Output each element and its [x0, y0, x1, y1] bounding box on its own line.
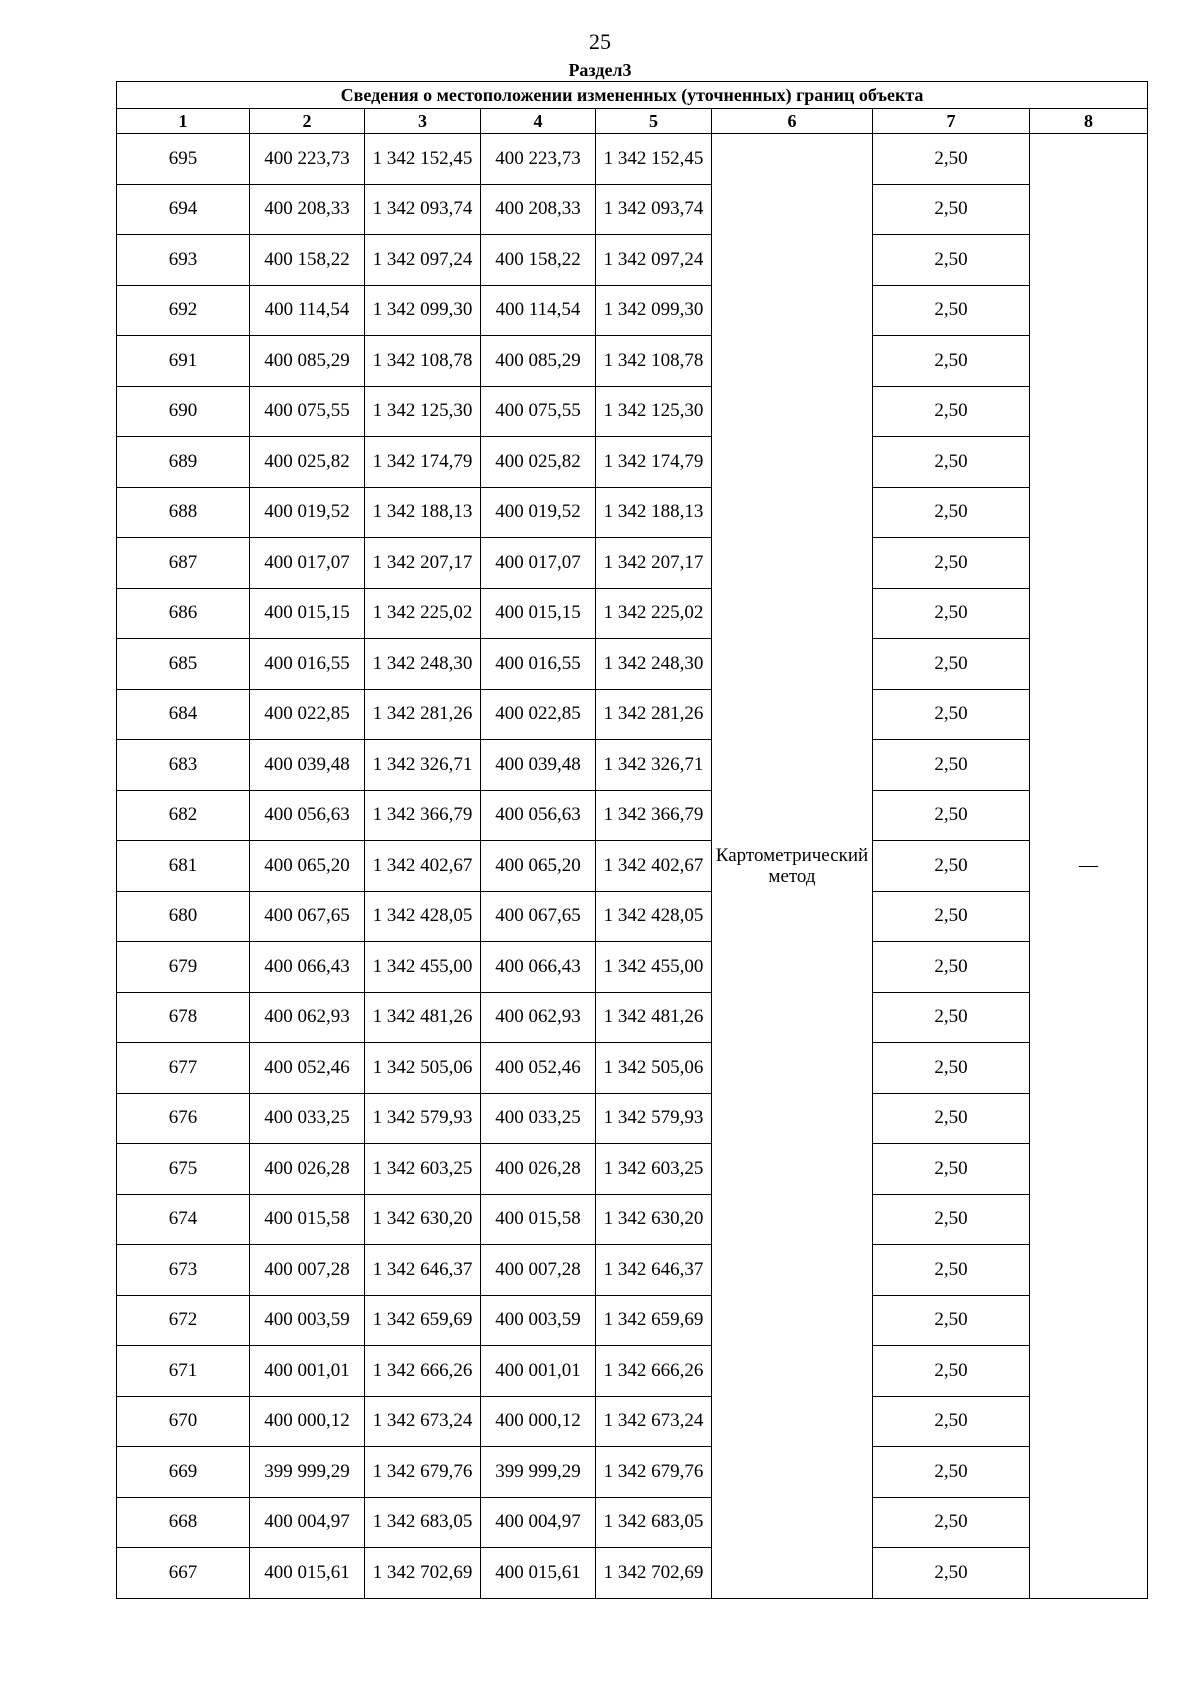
x-new-cell: 400 003,59 [481, 1295, 596, 1346]
y-new-cell: 1 342 188,13 [596, 487, 712, 538]
x-old-cell: 400 019,52 [250, 487, 365, 538]
accuracy-cell: 2,50 [873, 942, 1030, 993]
table-row [117, 1295, 1148, 1346]
x-old-cell: 400 085,29 [250, 336, 365, 387]
table-row [117, 336, 1148, 387]
x-new-cell: 400 015,58 [481, 1194, 596, 1245]
table-row [117, 386, 1148, 437]
y-new-cell: 1 342 125,30 [596, 386, 712, 437]
x-new-cell: 400 001,01 [481, 1346, 596, 1397]
y-old-cell: 1 342 659,69 [365, 1295, 481, 1346]
x-old-cell: 400 000,12 [250, 1396, 365, 1447]
page-number: 25 [589, 29, 611, 54]
y-old-cell: 1 342 646,37 [365, 1245, 481, 1296]
x-new-cell: 400 007,28 [481, 1245, 596, 1296]
y-old-cell: 1 342 174,79 [365, 437, 481, 488]
table-row [117, 1447, 1148, 1498]
accuracy-cell: 2,50 [873, 336, 1030, 387]
y-old-cell: 1 342 093,74 [365, 184, 481, 235]
x-new-cell: 400 004,97 [481, 1497, 596, 1548]
point-number-cell: 667 [117, 1548, 250, 1599]
y-new-cell: 1 342 603,25 [596, 1144, 712, 1195]
method-cell: Картометрический метод [712, 134, 873, 1599]
x-old-cell: 400 007,28 [250, 1245, 365, 1296]
table-title: Сведения о местоположении измененных (уточненных) границ объекта [117, 82, 1148, 109]
y-old-cell: 1 342 679,76 [365, 1447, 481, 1498]
x-new-cell: 400 062,93 [481, 992, 596, 1043]
x-new-cell: 400 066,43 [481, 942, 596, 993]
x-old-cell: 400 067,65 [250, 891, 365, 942]
y-new-cell: 1 342 108,78 [596, 336, 712, 387]
column-number: 5 [596, 109, 712, 134]
accuracy-cell: 2,50 [873, 1295, 1030, 1346]
x-new-cell: 400 019,52 [481, 487, 596, 538]
point-number-cell: 676 [117, 1093, 250, 1144]
point-number-cell: 674 [117, 1194, 250, 1245]
y-new-cell: 1 342 326,71 [596, 740, 712, 791]
x-old-cell: 400 001,01 [250, 1346, 365, 1397]
x-new-cell: 400 065,20 [481, 841, 596, 892]
y-old-cell: 1 342 630,20 [365, 1194, 481, 1245]
x-old-cell: 400 062,93 [250, 992, 365, 1043]
y-new-cell: 1 342 093,74 [596, 184, 712, 235]
x-old-cell: 400 025,82 [250, 437, 365, 488]
accuracy-cell: 2,50 [873, 437, 1030, 488]
x-new-cell: 400 085,29 [481, 336, 596, 387]
x-new-cell: 400 017,07 [481, 538, 596, 589]
point-number-cell: 693 [117, 235, 250, 286]
x-old-cell: 400 015,61 [250, 1548, 365, 1599]
point-number-cell: 669 [117, 1447, 250, 1498]
accuracy-cell: 2,50 [873, 1194, 1030, 1245]
accuracy-cell: 2,50 [873, 588, 1030, 639]
y-new-cell: 1 342 152,45 [596, 134, 712, 185]
x-old-cell: 400 017,07 [250, 538, 365, 589]
x-old-cell: 400 033,25 [250, 1093, 365, 1144]
accuracy-cell: 2,50 [873, 134, 1030, 185]
x-old-cell: 400 052,46 [250, 1043, 365, 1094]
y-old-cell: 1 342 099,30 [365, 285, 481, 336]
point-number-cell: 686 [117, 588, 250, 639]
point-number-cell: 673 [117, 1245, 250, 1296]
y-new-cell: 1 342 097,24 [596, 235, 712, 286]
y-old-cell: 1 342 248,30 [365, 639, 481, 690]
table-row [117, 1144, 1148, 1195]
column-number: 1 [117, 109, 250, 134]
point-number-cell: 671 [117, 1346, 250, 1397]
accuracy-cell: 2,50 [873, 1144, 1030, 1195]
accuracy-cell: 2,50 [873, 1548, 1030, 1599]
point-number-cell: 670 [117, 1396, 250, 1447]
x-old-cell: 400 015,15 [250, 588, 365, 639]
accuracy-cell: 2,50 [873, 1447, 1030, 1498]
x-new-cell: 400 016,55 [481, 639, 596, 690]
y-new-cell: 1 342 646,37 [596, 1245, 712, 1296]
y-old-cell: 1 342 455,00 [365, 942, 481, 993]
x-new-cell: 399 999,29 [481, 1447, 596, 1498]
table-row [117, 790, 1148, 841]
accuracy-cell: 2,50 [873, 639, 1030, 690]
point-number-cell: 675 [117, 1144, 250, 1195]
y-new-cell: 1 342 666,26 [596, 1346, 712, 1397]
table-row [117, 689, 1148, 740]
point-number-cell: 678 [117, 992, 250, 1043]
point-number-cell: 668 [117, 1497, 250, 1548]
accuracy-cell: 2,50 [873, 235, 1030, 286]
point-number-cell: 677 [117, 1043, 250, 1094]
point-number-cell: 690 [117, 386, 250, 437]
x-new-cell: 400 075,55 [481, 386, 596, 437]
point-number-cell: 685 [117, 639, 250, 690]
x-new-cell: 400 033,25 [481, 1093, 596, 1144]
x-new-cell: 400 025,82 [481, 437, 596, 488]
x-new-cell: 400 056,63 [481, 790, 596, 841]
column-number-row [117, 109, 1148, 134]
y-new-cell: 1 342 366,79 [596, 790, 712, 841]
table-row [117, 1194, 1148, 1245]
column-number: 2 [250, 109, 365, 134]
y-new-cell: 1 342 659,69 [596, 1295, 712, 1346]
y-old-cell: 1 342 366,79 [365, 790, 481, 841]
accuracy-cell: 2,50 [873, 1396, 1030, 1447]
x-old-cell: 400 039,48 [250, 740, 365, 791]
y-old-cell: 1 342 402,67 [365, 841, 481, 892]
y-old-cell: 1 342 505,06 [365, 1043, 481, 1094]
table-row [117, 487, 1148, 538]
y-old-cell: 1 342 207,17 [365, 538, 481, 589]
y-new-cell: 1 342 673,24 [596, 1396, 712, 1447]
y-new-cell: 1 342 248,30 [596, 639, 712, 690]
column-number: 3 [365, 109, 481, 134]
y-new-cell: 1 342 630,20 [596, 1194, 712, 1245]
point-number-cell: 694 [117, 184, 250, 235]
table-row [117, 1497, 1148, 1548]
point-number-cell: 689 [117, 437, 250, 488]
point-number-cell: 682 [117, 790, 250, 841]
y-old-cell: 1 342 666,26 [365, 1346, 481, 1397]
accuracy-cell: 2,50 [873, 1346, 1030, 1397]
table-row [117, 1346, 1148, 1397]
y-old-cell: 1 342 108,78 [365, 336, 481, 387]
point-number-cell: 687 [117, 538, 250, 589]
x-new-cell: 400 015,61 [481, 1548, 596, 1599]
x-new-cell: 400 223,73 [481, 134, 596, 185]
y-new-cell: 1 342 281,26 [596, 689, 712, 740]
y-old-cell: 1 342 326,71 [365, 740, 481, 791]
table-row [117, 1043, 1148, 1094]
y-old-cell: 1 342 097,24 [365, 235, 481, 286]
table-row [117, 992, 1148, 1043]
accuracy-cell: 2,50 [873, 891, 1030, 942]
y-old-cell: 1 342 428,05 [365, 891, 481, 942]
point-number-cell: 688 [117, 487, 250, 538]
table-row [117, 740, 1148, 791]
x-new-cell: 400 052,46 [481, 1043, 596, 1094]
point-number-cell: 695 [117, 134, 250, 185]
y-new-cell: 1 342 579,93 [596, 1093, 712, 1144]
y-new-cell: 1 342 505,06 [596, 1043, 712, 1094]
table-row [117, 437, 1148, 488]
x-old-cell: 400 015,58 [250, 1194, 365, 1245]
table-row [117, 134, 1148, 185]
x-new-cell: 400 067,65 [481, 891, 596, 942]
y-old-cell: 1 342 281,26 [365, 689, 481, 740]
column-number: 7 [873, 109, 1030, 134]
x-old-cell: 399 999,29 [250, 1447, 365, 1498]
table-row [117, 1093, 1148, 1144]
point-number-cell: 679 [117, 942, 250, 993]
x-old-cell: 400 065,20 [250, 841, 365, 892]
x-old-cell: 400 114,54 [250, 285, 365, 336]
note-cell: — [1030, 134, 1148, 1599]
x-old-cell: 400 022,85 [250, 689, 365, 740]
column-number: 6 [712, 109, 873, 134]
table-row [117, 639, 1148, 690]
point-number-cell: 672 [117, 1295, 250, 1346]
x-new-cell: 400 039,48 [481, 740, 596, 791]
point-number-cell: 684 [117, 689, 250, 740]
y-new-cell: 1 342 679,76 [596, 1447, 712, 1498]
accuracy-cell: 2,50 [873, 538, 1030, 589]
y-old-cell: 1 342 225,02 [365, 588, 481, 639]
table-body [117, 134, 1148, 1599]
y-old-cell: 1 342 188,13 [365, 487, 481, 538]
table-row [117, 588, 1148, 639]
y-new-cell: 1 342 402,67 [596, 841, 712, 892]
table-row [117, 285, 1148, 336]
x-old-cell: 400 223,73 [250, 134, 365, 185]
y-old-cell: 1 342 603,25 [365, 1144, 481, 1195]
accuracy-cell: 2,50 [873, 790, 1030, 841]
table-row [117, 1396, 1148, 1447]
x-new-cell: 400 022,85 [481, 689, 596, 740]
point-number-cell: 691 [117, 336, 250, 387]
x-old-cell: 400 075,55 [250, 386, 365, 437]
accuracy-cell: 2,50 [873, 740, 1030, 791]
x-old-cell: 400 208,33 [250, 184, 365, 235]
accuracy-cell: 2,50 [873, 1093, 1030, 1144]
table-row [117, 235, 1148, 286]
y-old-cell: 1 342 125,30 [365, 386, 481, 437]
y-new-cell: 1 342 225,02 [596, 588, 712, 639]
accuracy-cell: 2,50 [873, 285, 1030, 336]
y-new-cell: 1 342 702,69 [596, 1548, 712, 1599]
point-number-cell: 680 [117, 891, 250, 942]
accuracy-cell: 2,50 [873, 1497, 1030, 1548]
table-row [117, 538, 1148, 589]
table-row [117, 184, 1148, 235]
point-number-cell: 683 [117, 740, 250, 791]
coordinates-table [116, 81, 1148, 1599]
table-row [117, 942, 1148, 993]
section-title: Раздел3 [568, 60, 632, 80]
y-new-cell: 1 342 683,05 [596, 1497, 712, 1548]
column-number: 4 [481, 109, 596, 134]
x-new-cell: 400 158,22 [481, 235, 596, 286]
y-old-cell: 1 342 579,93 [365, 1093, 481, 1144]
x-old-cell: 400 158,22 [250, 235, 365, 286]
y-new-cell: 1 342 428,05 [596, 891, 712, 942]
table-row [117, 1245, 1148, 1296]
y-new-cell: 1 342 481,26 [596, 992, 712, 1043]
y-new-cell: 1 342 174,79 [596, 437, 712, 488]
x-new-cell: 400 000,12 [481, 1396, 596, 1447]
y-old-cell: 1 342 673,24 [365, 1396, 481, 1447]
y-old-cell: 1 342 683,05 [365, 1497, 481, 1548]
x-old-cell: 400 056,63 [250, 790, 365, 841]
x-new-cell: 400 026,28 [481, 1144, 596, 1195]
y-new-cell: 1 342 099,30 [596, 285, 712, 336]
y-new-cell: 1 342 207,17 [596, 538, 712, 589]
accuracy-cell: 2,50 [873, 487, 1030, 538]
x-new-cell: 400 114,54 [481, 285, 596, 336]
x-old-cell: 400 026,28 [250, 1144, 365, 1195]
x-old-cell: 400 004,97 [250, 1497, 365, 1548]
x-old-cell: 400 016,55 [250, 639, 365, 690]
accuracy-cell: 2,50 [873, 1245, 1030, 1296]
accuracy-cell: 2,50 [873, 184, 1030, 235]
y-new-cell: 1 342 455,00 [596, 942, 712, 993]
accuracy-cell: 2,50 [873, 841, 1030, 892]
table-row [117, 841, 1148, 892]
x-new-cell: 400 015,15 [481, 588, 596, 639]
x-old-cell: 400 003,59 [250, 1295, 365, 1346]
accuracy-cell: 2,50 [873, 992, 1030, 1043]
accuracy-cell: 2,50 [873, 689, 1030, 740]
accuracy-cell: 2,50 [873, 386, 1030, 437]
column-number: 8 [1030, 109, 1148, 134]
table-row [117, 1548, 1148, 1599]
y-old-cell: 1 342 481,26 [365, 992, 481, 1043]
x-new-cell: 400 208,33 [481, 184, 596, 235]
y-old-cell: 1 342 152,45 [365, 134, 481, 185]
y-old-cell: 1 342 702,69 [365, 1548, 481, 1599]
point-number-cell: 692 [117, 285, 250, 336]
x-old-cell: 400 066,43 [250, 942, 365, 993]
table-row [117, 891, 1148, 942]
accuracy-cell: 2,50 [873, 1043, 1030, 1094]
point-number-cell: 681 [117, 841, 250, 892]
